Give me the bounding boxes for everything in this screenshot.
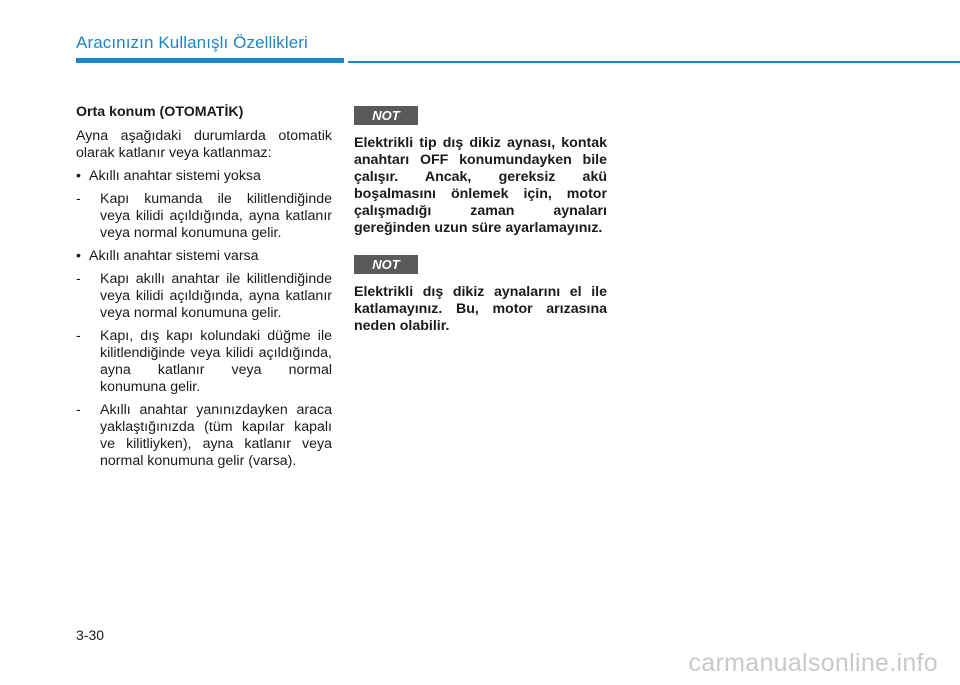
watermark: carmanualsonline.info [688,649,938,677]
dash-symbol: - [76,402,81,418]
bullet-text: Akıllı anahtar sistemi varsa [89,248,259,264]
bullet-symbol: • [76,248,81,264]
left-column [76,104,332,476]
note-badge: NOT [354,255,418,274]
bullet-item [76,168,332,185]
dash-symbol: - [76,271,81,287]
note-text: Elektrikli dış dikiz aynalarını el ile katlamayınız. Bu, motor arızasına neden olabilir. [354,284,607,334]
sub-item [76,191,332,242]
bullet-text: Akıllı anahtar sistemi yoksa [89,168,261,184]
header-accent-bar [76,58,344,63]
header-title: Aracınızın Kullanışlı Özellikleri [76,33,308,52]
sub-item-text: Kapı kumanda ile kilitlendiğinde veya kilidi açıldığında, ayna katlanır veya normal konumuna gelir. [100,191,332,241]
note-block [354,106,607,237]
note-text: Elektrikli tip dış dikiz aynası, kontak anahtarı OFF konumundayken bile çalışır. Ancak, gereksiz akü boşalmasını önlemek için, motor çalışmadığı zaman aynaları gereğinden uzun süre ayarlamayınız. [354,135,607,236]
dash-symbol: - [76,328,81,344]
sub-item-text: Akıllı anahtar yanınızdayken araca yaklaştığınızda (tüm kapılar kapalı ve kilitliyken), ayna katlanır veya normal konumuna gelir (varsa). [100,402,332,469]
right-column [354,106,607,353]
sub-item [76,328,332,396]
sub-item-text: Kapı akıllı anahtar ile kilitlendiğinde veya kilidi açıldığında, ayna katlanır veya normal konumuna gelir. [100,271,332,321]
dash-symbol: - [76,191,81,207]
header-rule [348,61,960,63]
page-number: 3-30 [76,627,105,643]
intro-paragraph: Ayna aşağıdaki durumlarda otomatik olarak katlanır veya katlanmaz: [76,128,332,161]
bullet-symbol: • [76,168,81,184]
sub-item [76,402,332,470]
sub-item-text: Kapı, dış kapı kolundaki düğme ile kilitlendiğinde veya kilidi açıldığında, ayna katlanır veya normal konumuna gelir. [100,328,332,395]
note-block [354,255,607,335]
bullet-item [76,248,332,265]
section-heading: Orta konum (OTOMATİK) [76,104,244,120]
note-badge: NOT [354,106,418,125]
sub-item [76,271,332,322]
